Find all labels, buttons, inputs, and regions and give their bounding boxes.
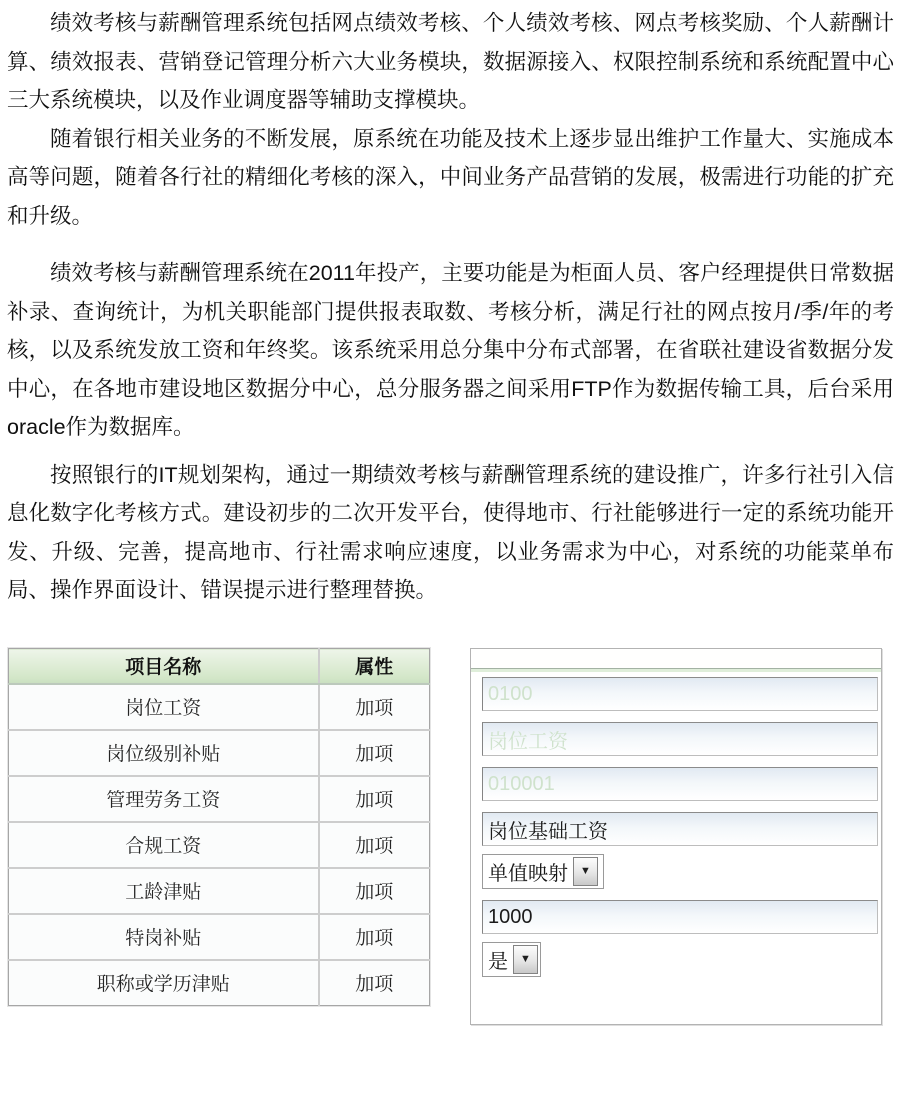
paragraph-it-plan: 按照银行的IT规划架构，通过一期绩效考核与薪酬管理系统的建设推广，许多行社引入信息化数字化考核方式。建设初步的二次开发平台，使得地市、行社能够进行一定的系统功能开发、升级、完善，提高地市、行社需求响应速度，以业务需求为中心，对系统的功能菜单布局、操作界面设计、错误提示进行整理替换。 (7, 462, 894, 602)
attribute-cell: 加项 (319, 960, 430, 1006)
attribute-cell: 加项 (319, 730, 430, 776)
item-name-cell: 特岗补贴 (9, 914, 319, 960)
mapping-type-dropdown-button[interactable] (573, 857, 598, 886)
figures-area (0, 648, 900, 1048)
attribute-cell: 加项 (319, 684, 430, 730)
salary-item-form-panel (470, 648, 882, 1025)
table-row (9, 868, 430, 914)
table-row (9, 730, 430, 776)
mapping-type-dropdown[interactable] (482, 854, 604, 889)
item-name-cell: 合规工资 (9, 822, 319, 868)
paragraph-modules-overview: 绩效考核与薪酬管理系统包括网点绩效考核、个人绩效考核、网点考核奖励、个人薪酬计算、绩效报表、营销登记管理分析六大业务模块，数据源接入、权限控制系统和系统配置中心三大系统模块，以及作业调度器等辅助支撑模块。 (7, 11, 894, 112)
form-panel-header (471, 649, 881, 669)
attribute-cell: 加项 (319, 914, 430, 960)
enabled-flag-value: 是 (488, 951, 508, 973)
mapping-type-value: 单值映射 (488, 863, 568, 885)
document-text (7, 4, 894, 610)
table-row (9, 960, 430, 1006)
attribute-cell: 加项 (319, 776, 430, 822)
form-panel-body (471, 672, 881, 977)
table-row (9, 914, 430, 960)
item-name-cell: 工龄津贴 (9, 868, 319, 914)
table-row (9, 822, 430, 868)
item-name-cell: 管理劳务工资 (9, 776, 319, 822)
chevron-down-icon: ▼ (580, 865, 591, 877)
column-header-item-name: 项目名称 (9, 649, 319, 684)
paragraph-upgrade-need: 随着银行相关业务的不断发展，原系统在功能及技术上逐步显出维护工作量大、实施成本高等问题，随着各行社的精细化考核的深入，中间业务产品营销的发展，极需进行功能的扩充和升级。 (7, 126, 894, 228)
enabled-flag-dropdown-button[interactable] (513, 945, 538, 974)
enabled-flag-dropdown[interactable] (482, 942, 541, 977)
table-row (9, 684, 430, 730)
chevron-down-icon: ▼ (520, 953, 531, 965)
item-name-cell: 职称或学历津贴 (9, 960, 319, 1006)
item-name-cell: 岗位工资 (9, 684, 319, 730)
attribute-cell: 加项 (319, 868, 430, 914)
table-header-row (9, 649, 430, 684)
item-code-input[interactable] (482, 677, 878, 711)
attribute-cell: 加项 (319, 822, 430, 868)
sub-item-code-input[interactable] (482, 767, 878, 801)
paragraph-system-history: 绩效考核与薪酬管理系统在2011年投产，主要功能是为柜面人员、客户经理提供日常数据补录、查询统计，为机关职能部门提供报表取数、考核分析，满足行社的网点按月/季/年的考核，以及系统发放工资和年终奖。该系统采用总分集中分布式部署，在省联社建设省数据分发中心，在各地市建设地区数据分中心，总分服务器之间采用FTP作为数据传输工具，后台采用oracle作为数据库。 (7, 261, 894, 439)
column-header-attribute: 属性 (319, 649, 430, 684)
salary-items-table (8, 648, 430, 1006)
sub-item-name-input[interactable] (482, 812, 878, 846)
item-name-cell: 岗位级别补贴 (9, 730, 319, 776)
table-row (9, 776, 430, 822)
amount-input[interactable] (482, 900, 878, 934)
item-name-input[interactable] (482, 722, 878, 756)
